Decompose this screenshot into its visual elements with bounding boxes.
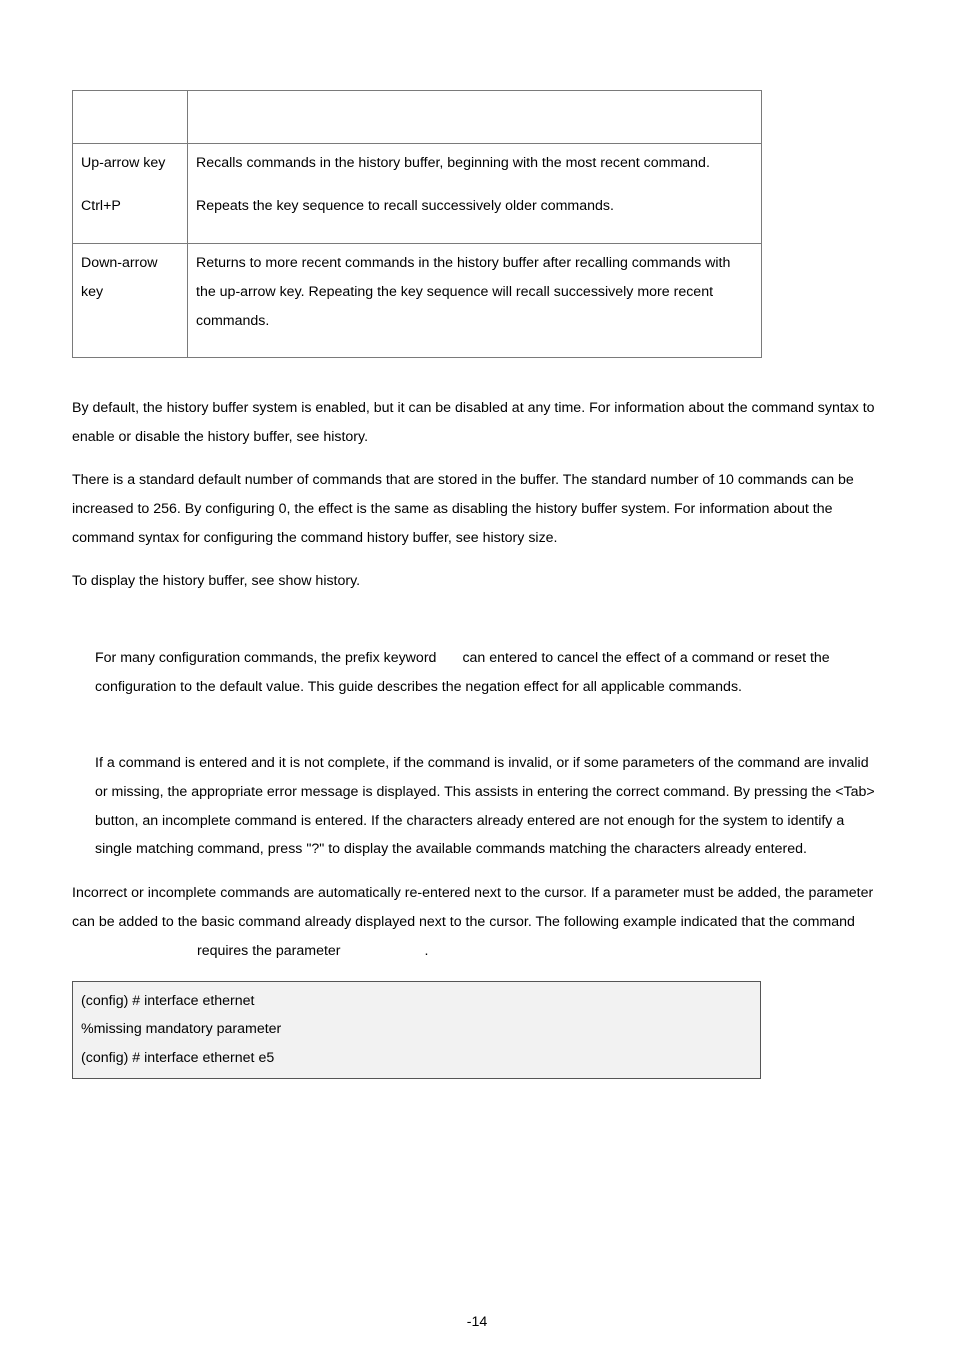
description-text: Repeats the key sequence to recall successively older commands. bbox=[196, 198, 614, 214]
paragraph-line: configuration to the default value. This guide describes the negation effect for all applicable commands. bbox=[95, 678, 742, 695]
table-header-row bbox=[73, 91, 762, 144]
paragraph-error-messages bbox=[95, 749, 887, 864]
key-cell bbox=[73, 144, 188, 244]
page-number: -14 bbox=[466, 1314, 488, 1330]
paragraph-show-history bbox=[72, 567, 887, 596]
paragraph-line: command syntax for configuring the command history buffer, see history size. bbox=[72, 529, 558, 546]
paragraph-line: To display the history buffer, see show history. bbox=[72, 573, 361, 589]
description-text: the up-arrow key. Repeating the key sequence will recall successively more recent bbox=[196, 284, 714, 300]
description-cell bbox=[188, 244, 762, 358]
history-keys-table bbox=[72, 90, 762, 358]
key-label: Ctrl+P bbox=[81, 198, 121, 214]
key-label: Down-arrow bbox=[81, 255, 158, 271]
code-line: (config) # interface ethernet e5 bbox=[81, 1050, 275, 1066]
paragraph-line: If a command is entered and it is not complete, if the command is invalid, or if some parameters of the command are invalid bbox=[95, 755, 869, 771]
table-row bbox=[73, 144, 762, 244]
key-cell bbox=[73, 244, 188, 358]
paragraph-line: button, an incomplete command is entered. If the characters already entered are not enough for the system to identify a bbox=[95, 812, 845, 829]
paragraph-fragment: can entered to cancel the effect of a command or reset the bbox=[462, 650, 830, 666]
paragraph-fragment: . bbox=[424, 942, 429, 959]
paragraph-line: or missing, the appropriate error message is displayed. This assists in entering the correct command. By pressing the <Tab> bbox=[95, 783, 875, 800]
table-row bbox=[73, 244, 762, 358]
paragraph-line: can be added to the basic command already displayed next to the cursor. The following example indicated that the command bbox=[72, 913, 855, 930]
table-header-description-cell bbox=[188, 91, 762, 144]
paragraph-line: There is a standard default number of commands that are stored in the buffer. The standard number of 10 commands can be bbox=[72, 472, 854, 488]
paragraph-fragment: requires the parameter bbox=[197, 942, 341, 959]
paragraph-line: single matching command, press "?" to display the available commands matching the characters already entered. bbox=[95, 841, 807, 858]
key-label: Up-arrow key bbox=[81, 155, 166, 171]
description-text: Returns to more recent commands in the history buffer after recalling commands with bbox=[196, 255, 731, 271]
paragraph-line: Incorrect or incomplete commands are automatically re-entered next to the cursor. If a parameter must be added, the parameter bbox=[72, 885, 874, 901]
description-text: Recalls commands in the history buffer, beginning with the most recent command. bbox=[196, 155, 710, 171]
paragraph-reentered bbox=[72, 879, 887, 965]
paragraph-line: increased to 256. By configuring 0, the effect is the same as disabling the history buffer system. For information about the bbox=[72, 500, 833, 517]
code-example-box bbox=[72, 981, 761, 1079]
code-line: (config) # interface ethernet bbox=[81, 993, 255, 1009]
paragraph-line: By default, the history buffer system is enabled, but it can be disabled at any time. For information about the command syntax to bbox=[72, 400, 875, 416]
paragraph-history-size bbox=[72, 466, 887, 552]
paragraph-fragment: For many configuration commands, the prefix keyword bbox=[95, 650, 437, 666]
description-text: commands. bbox=[196, 313, 270, 329]
code-line: %missing mandatory parameter bbox=[81, 1021, 282, 1037]
table-header-key-cell bbox=[73, 91, 188, 144]
paragraph-line: enable or disable the history buffer, see history. bbox=[72, 428, 369, 445]
key-label: key bbox=[81, 284, 104, 300]
paragraph-negation bbox=[95, 644, 887, 702]
description-cell bbox=[188, 144, 762, 244]
paragraph-line bbox=[95, 644, 887, 673]
paragraph-line bbox=[72, 937, 887, 966]
paragraph-history-default bbox=[72, 394, 887, 452]
